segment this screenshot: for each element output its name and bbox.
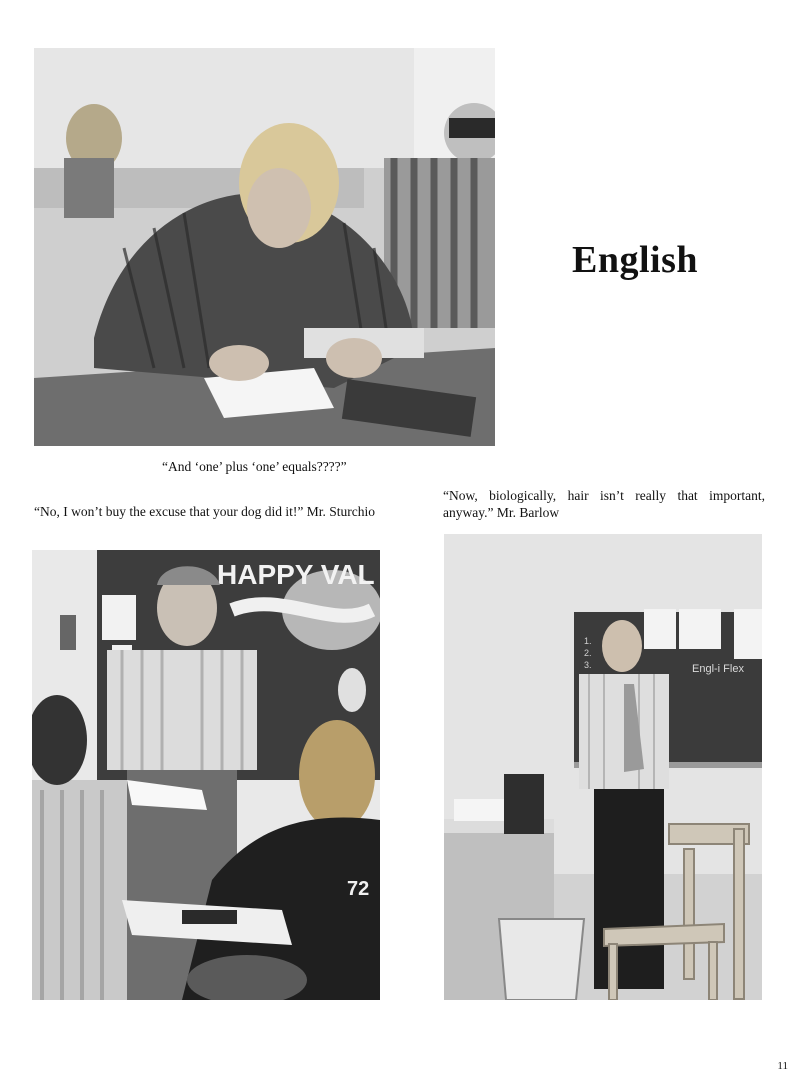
page-title: English xyxy=(571,239,699,281)
caption-bottom-left-photo: “No, I won’t buy the excuse that your dog did it!” Mr. Sturchio xyxy=(34,504,375,519)
photo-mr-barlow xyxy=(444,534,762,1000)
chalkboard-text: Engl-i Flex xyxy=(692,663,744,675)
banner-text: HAPPY VAL xyxy=(217,559,375,590)
svg-text:2.: 2. xyxy=(584,648,592,658)
svg-text:1.: 1. xyxy=(584,636,592,646)
photo-mr-sturchio xyxy=(32,550,380,1000)
jersey-number: 72 xyxy=(347,878,370,900)
caption-bottom-right-photo: “Now, biologically, hair isn’t really that important, anyway.” Mr. Barlow xyxy=(443,488,765,520)
page-number: 11 xyxy=(777,1060,788,1072)
photo-student-writing xyxy=(34,48,495,446)
svg-text:3.: 3. xyxy=(584,660,592,670)
caption-top-photo: “And ‘one’ plus ‘one’ equals????” xyxy=(162,459,347,474)
